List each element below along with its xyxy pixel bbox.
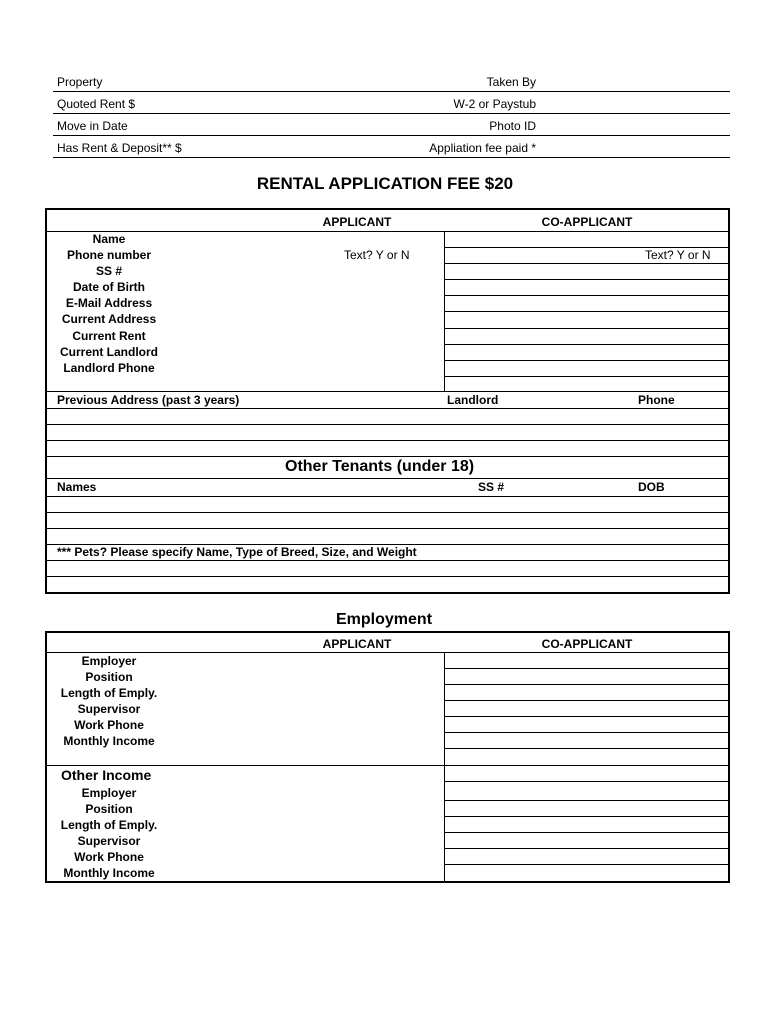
phone-col-label: Phone xyxy=(638,393,675,407)
header-row-move-in xyxy=(53,114,730,136)
emp-coapplicant-col-header: CO-APPLICANT xyxy=(541,637,633,651)
w2-label: W-2 or Paystub xyxy=(453,97,536,111)
emp-field-length: Length of Emply. xyxy=(60,686,158,700)
emp-field-monthly-income: Monthly Income xyxy=(63,734,155,748)
oi-field-monthly-income: Monthly Income xyxy=(63,866,155,880)
field-email: E-Mail Address xyxy=(65,296,153,310)
oi-field-work-phone: Work Phone xyxy=(74,850,144,864)
oi-field-employer: Employer xyxy=(81,786,137,800)
field-phone-number: Phone number xyxy=(66,248,151,262)
field-current-rent: Current Rent xyxy=(72,329,146,343)
coapplicant-col-header: CO-APPLICANT xyxy=(541,215,633,229)
field-dob: Date of Birth xyxy=(73,280,145,294)
emp-field-work-phone: Work Phone xyxy=(74,718,144,732)
taken-by-label: Taken By xyxy=(486,75,536,89)
pets-label: *** Pets? Please specify Name, Type of Breed, Size, and Weight xyxy=(57,545,417,559)
other-income-title: Other Income xyxy=(61,767,152,783)
text-yn-coapplicant: Text? Y or N xyxy=(645,248,711,262)
other-tenants-title: Other Tenants (under 18) xyxy=(285,458,475,475)
app-fee-paid-label: Appliation fee paid * xyxy=(429,141,536,155)
applicant-col-header: APPLICANT xyxy=(322,215,392,229)
ss-col-label: SS # xyxy=(478,480,505,494)
emp-applicant-col-header: APPLICANT xyxy=(322,637,392,651)
emp-field-position: Position xyxy=(85,670,133,684)
header-row-deposit xyxy=(53,136,730,158)
photo-id-label: Photo ID xyxy=(489,119,536,133)
oi-field-supervisor: Supervisor xyxy=(77,834,141,848)
field-landlord-phone: Landlord Phone xyxy=(63,361,155,375)
field-ssn: SS # xyxy=(95,264,122,278)
emp-field-employer: Employer xyxy=(81,654,137,668)
oi-field-position: Position xyxy=(85,802,133,816)
move-in-label: Move in Date xyxy=(57,119,128,133)
previous-address-label: Previous Address (past 3 years) xyxy=(57,393,240,407)
rent-deposit-label: Has Rent & Deposit** $ xyxy=(57,141,182,155)
text-yn-applicant: Text? Y or N xyxy=(344,248,410,262)
quoted-rent-label: Quoted Rent $ xyxy=(57,97,136,111)
header-row-rent xyxy=(53,92,730,114)
field-name: Name xyxy=(92,232,126,246)
applicant-box xyxy=(45,208,730,594)
dob-col-label: DOB xyxy=(638,480,665,494)
landlord-col-label: Landlord xyxy=(447,393,499,407)
field-current-address: Current Address xyxy=(61,312,157,326)
property-label: Property xyxy=(57,75,103,89)
employment-box xyxy=(45,631,730,883)
employment-title: Employment xyxy=(336,611,433,628)
oi-field-length: Length of Emply. xyxy=(60,818,158,832)
page-title: RENTAL APPLICATION FEE $20 xyxy=(256,174,514,193)
header-row-property xyxy=(53,70,730,92)
field-current-landlord: Current Landlord xyxy=(60,345,158,359)
emp-field-supervisor: Supervisor xyxy=(77,702,141,716)
names-col-label: Names xyxy=(57,480,97,494)
